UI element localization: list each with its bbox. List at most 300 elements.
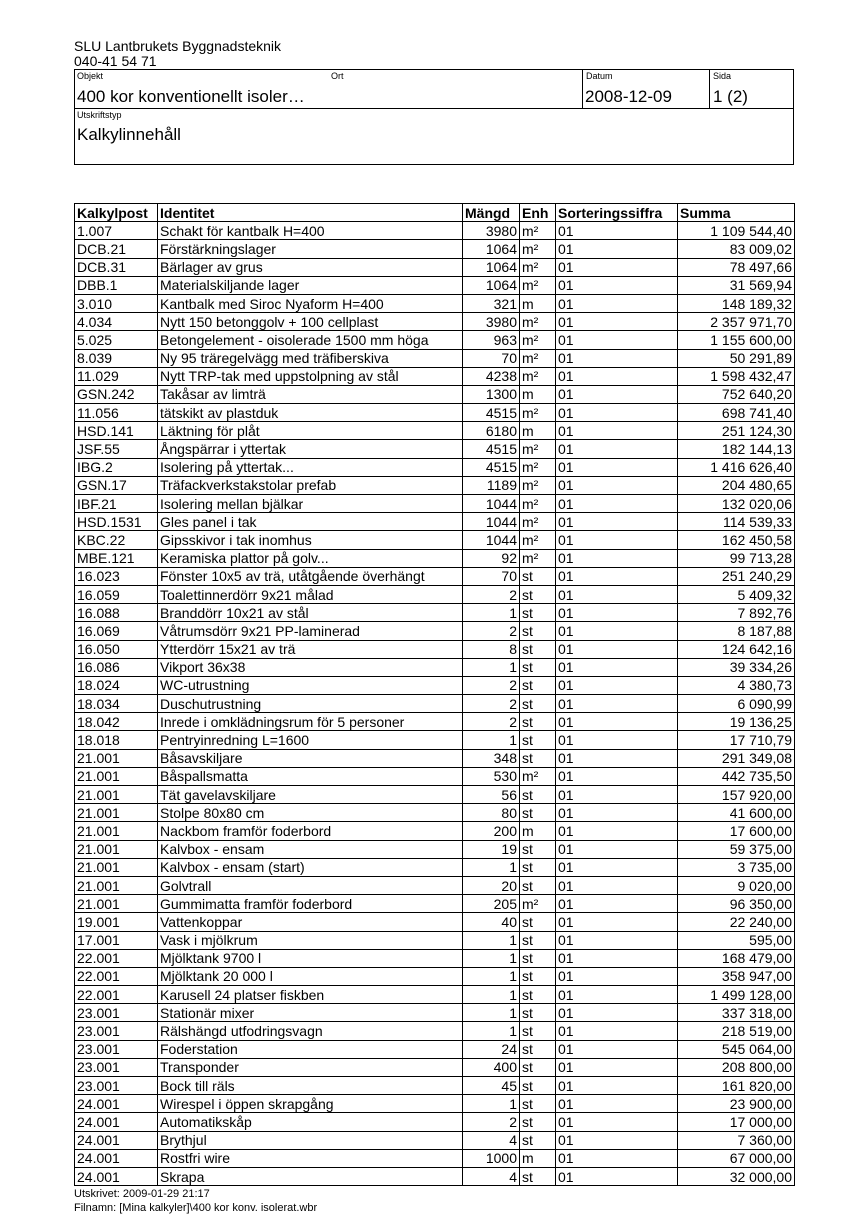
cell-mangd: 2 [463,622,520,640]
cell-mangd: 1189 [463,476,520,494]
cell-kalkylpost: 11.056 [75,404,158,422]
cell-sorteringssiffra: 01 [556,622,678,640]
cell-enh: st [520,622,556,640]
cell-enh: st [520,1131,556,1149]
column-header-kalkylpost: Kalkylpost [75,204,158,222]
cell-kalkylpost: 16.069 [75,622,158,640]
cell-summa: 17 000,00 [678,1113,795,1131]
cell-mangd: 3980 [463,313,520,331]
table-row [75,1113,795,1131]
cell-mangd: 2 [463,1113,520,1131]
cell-summa: 157 920,00 [678,786,795,804]
cell-identitet: Inrede i omklädningsrum för 5 personer [158,713,463,731]
utskriftstyp-value: Kalkylinnehåll [77,125,181,144]
cell-summa: 99 713,28 [678,549,795,567]
cell-summa: 204 480,65 [678,476,795,494]
cell-mangd: 1 [463,967,520,985]
cell-kalkylpost: 24.001 [75,1113,158,1131]
cell-summa: 17 710,79 [678,731,795,749]
cell-summa: 50 291,89 [678,349,795,367]
cell-summa: 7 360,00 [678,1131,795,1149]
objekt-value: 400 kor konventionellt isoler… [77,87,305,106]
table-row [75,513,795,531]
cell-kalkylpost: 22.001 [75,967,158,985]
cell-sorteringssiffra: 01 [556,967,678,985]
cell-kalkylpost: 18.042 [75,713,158,731]
cell-mangd: 56 [463,786,520,804]
cell-identitet: Kalvbox - ensam [158,840,463,858]
table-row [75,822,795,840]
cell-mangd: 1 [463,986,520,1004]
cell-identitet: Ångspärrar i yttertak [158,440,463,458]
table-row [75,331,795,349]
table-row [75,404,795,422]
cell-summa: 698 741,40 [678,404,795,422]
cell-enh: st [520,1113,556,1131]
cell-sorteringssiffra: 01 [556,1040,678,1058]
header-row-utskriftstyp [75,109,793,164]
cell-kalkylpost: 21.001 [75,840,158,858]
cell-sorteringssiffra: 01 [556,367,678,385]
cell-mangd: 1 [463,1095,520,1113]
cell-sorteringssiffra: 01 [556,313,678,331]
cell-identitet: Förstärkningslager [158,240,463,258]
cell-mangd: 1064 [463,240,520,258]
document-header-box [74,69,794,165]
cell-kalkylpost: JSF.55 [75,440,158,458]
cell-enh: st [520,840,556,858]
cell-mangd: 400 [463,1058,520,1076]
cell-mangd: 1 [463,1022,520,1040]
cell-summa: 4 380,73 [678,676,795,694]
cell-identitet: Fönster 10x5 av trä, utåtgående överhängt [158,567,463,585]
cell-kalkylpost: IBG.2 [75,458,158,476]
cell-sorteringssiffra: 01 [556,585,678,603]
cell-enh: m² [520,895,556,913]
cell-summa: 67 000,00 [678,1149,795,1167]
cell-mangd: 4515 [463,440,520,458]
cell-sorteringssiffra: 01 [556,276,678,294]
cell-sorteringssiffra: 01 [556,876,678,894]
cell-summa: 23 900,00 [678,1095,795,1113]
cell-enh: st [520,931,556,949]
footer [74,1187,317,1215]
cell-summa: 9 020,00 [678,876,795,894]
cell-identitet: Bock till räls [158,1077,463,1095]
cell-mangd: 19 [463,840,520,858]
cell-summa: 114 539,33 [678,513,795,531]
table-row [75,1095,795,1113]
cell-summa: 17 600,00 [678,822,795,840]
table-row [75,1022,795,1040]
cell-mangd: 1 [463,858,520,876]
cell-identitet: Toalettinnerdörr 9x21 målad [158,585,463,603]
cell-enh: st [520,913,556,931]
table-row [75,986,795,1004]
cell-identitet: Kalvbox - ensam (start) [158,858,463,876]
table-row [75,1167,795,1185]
cell-summa: 595,00 [678,931,795,949]
cell-summa: 218 519,00 [678,1022,795,1040]
cell-sorteringssiffra: 01 [556,695,678,713]
cell-kalkylpost: 5.025 [75,331,158,349]
cell-mangd: 92 [463,549,520,567]
cell-kalkylpost: 11.029 [75,367,158,385]
cell-summa: 96 350,00 [678,895,795,913]
cell-enh: st [520,1040,556,1058]
cell-summa: 1 598 432,47 [678,367,795,385]
organization-phone: 040-41 54 71 [74,53,157,69]
table-row [75,895,795,913]
table-row [75,1004,795,1022]
cell-summa: 6 090,99 [678,695,795,713]
cell-enh: st [520,695,556,713]
cell-kalkylpost: DCB.31 [75,258,158,276]
cell-enh: st [520,604,556,622]
cell-enh: st [520,658,556,676]
cell-enh: st [520,986,556,1004]
cell-sorteringssiffra: 01 [556,1167,678,1185]
cell-enh: m [520,822,556,840]
cell-enh: m [520,294,556,312]
cell-mangd: 70 [463,349,520,367]
cell-kalkylpost: 1.007 [75,222,158,240]
cell-kalkylpost: KBC.22 [75,531,158,549]
cell-kalkylpost: IBF.21 [75,495,158,513]
cell-identitet: Båspallsmatta [158,767,463,785]
cell-kalkylpost: 17.001 [75,931,158,949]
cell-enh: m² [520,495,556,513]
cell-mangd: 963 [463,331,520,349]
cell-enh: m² [520,276,556,294]
cell-sorteringssiffra: 01 [556,1058,678,1076]
cell-enh: st [520,1167,556,1185]
table-row [75,585,795,603]
cell-identitet: Vask i mjölkrum [158,931,463,949]
header-divider [582,70,583,108]
cell-summa: 8 187,88 [678,622,795,640]
cell-enh: st [520,676,556,694]
cell-mangd: 4 [463,1167,520,1185]
cell-identitet: Båsavskiljare [158,749,463,767]
cell-sorteringssiffra: 01 [556,549,678,567]
cell-kalkylpost: 21.001 [75,876,158,894]
cell-sorteringssiffra: 01 [556,404,678,422]
cell-mangd: 2 [463,585,520,603]
cell-sorteringssiffra: 01 [556,931,678,949]
cell-sorteringssiffra: 01 [556,476,678,494]
cell-enh: m² [520,367,556,385]
table-row [75,258,795,276]
cell-mangd: 4515 [463,458,520,476]
cell-kalkylpost: 16.088 [75,604,158,622]
cell-sorteringssiffra: 01 [556,258,678,276]
cell-mangd: 1044 [463,513,520,531]
cell-mangd: 70 [463,567,520,585]
cell-identitet: Wirespel i öppen skrapgång [158,1095,463,1113]
cell-sorteringssiffra: 01 [556,240,678,258]
cell-sorteringssiffra: 01 [556,1095,678,1113]
table-row [75,276,795,294]
cell-identitet: Duschutrustning [158,695,463,713]
cell-identitet: Träfackverkstakstolar prefab [158,476,463,494]
cell-summa: 162 450,58 [678,531,795,549]
cell-sorteringssiffra: 01 [556,767,678,785]
cell-kalkylpost: 16.050 [75,640,158,658]
cell-kalkylpost: 23.001 [75,1077,158,1095]
cell-sorteringssiffra: 01 [556,986,678,1004]
cell-kalkylpost: 22.001 [75,986,158,1004]
cell-kalkylpost: DCB.21 [75,240,158,258]
cell-identitet: Läktning för plåt [158,422,463,440]
cell-identitet: Stationär mixer [158,1004,463,1022]
cell-enh: st [520,585,556,603]
cell-mangd: 1 [463,731,520,749]
cell-mangd: 2 [463,695,520,713]
datum-value: 2008-12-09 [585,87,672,106]
table-row [75,913,795,931]
cell-summa: 39 334,26 [678,658,795,676]
table-row [75,858,795,876]
cell-mangd: 20 [463,876,520,894]
cell-mangd: 4238 [463,367,520,385]
cell-identitet: Branddörr 10x21 av stål [158,604,463,622]
cell-mangd: 2 [463,676,520,694]
table-row [75,931,795,949]
cell-enh: m² [520,476,556,494]
cell-identitet: Ny 95 träregelvägg med träfiberskiva [158,349,463,367]
table-row [75,1040,795,1058]
cell-kalkylpost: 21.001 [75,749,158,767]
cell-summa: 1 416 626,40 [678,458,795,476]
cell-identitet: Transponder [158,1058,463,1076]
table-row [75,294,795,312]
cell-kalkylpost: 21.001 [75,895,158,913]
cell-summa: 442 735,50 [678,767,795,785]
cell-sorteringssiffra: 01 [556,913,678,931]
ort-label: Ort [331,71,344,81]
cell-summa: 3 735,00 [678,858,795,876]
cell-sorteringssiffra: 01 [556,1131,678,1149]
cell-mangd: 40 [463,913,520,931]
table-row [75,640,795,658]
footer-filename: Filnamn: [Mina kalkyler]\400 kor konv. isolerat.wbr [74,1202,318,1214]
cell-summa: 1 499 128,00 [678,986,795,1004]
table-row [75,749,795,767]
cell-mangd: 1 [463,1004,520,1022]
cell-enh: st [520,713,556,731]
cell-identitet: Vikport 36x38 [158,658,463,676]
table-row [75,676,795,694]
cell-sorteringssiffra: 01 [556,1113,678,1131]
cell-kalkylpost: 22.001 [75,949,158,967]
cell-kalkylpost: 19.001 [75,913,158,931]
cell-identitet: Rälshängd utfodringsvagn [158,1022,463,1040]
table-row [75,549,795,567]
cell-mangd: 1 [463,604,520,622]
footer-printed: Utskrivet: 2009-01-29 21:17 [74,1188,210,1200]
cell-mangd: 530 [463,767,520,785]
cell-summa: 41 600,00 [678,804,795,822]
cell-sorteringssiffra: 01 [556,1077,678,1095]
cell-identitet: Betongelement - oisolerade 1500 mm höga [158,331,463,349]
cell-enh: st [520,786,556,804]
cell-identitet: Skrapa [158,1167,463,1185]
cell-sorteringssiffra: 01 [556,749,678,767]
cell-kalkylpost: 18.034 [75,695,158,713]
cell-identitet: tätskikt av plastduk [158,404,463,422]
cell-identitet: Tät gavelavskiljare [158,786,463,804]
table-row [75,531,795,549]
cell-enh: m² [520,222,556,240]
cell-sorteringssiffra: 01 [556,822,678,840]
cell-sorteringssiffra: 01 [556,949,678,967]
cell-sorteringssiffra: 01 [556,840,678,858]
cell-kalkylpost: 23.001 [75,1058,158,1076]
table-row [75,949,795,967]
cell-enh: st [520,1058,556,1076]
table-row [75,567,795,585]
cell-mangd: 1 [463,949,520,967]
column-header-enh: Enh [520,204,556,222]
table-row [75,622,795,640]
sida-label: Sida [713,71,732,81]
cell-summa: 1 155 600,00 [678,331,795,349]
cell-enh: m² [520,349,556,367]
cell-sorteringssiffra: 01 [556,1022,678,1040]
cell-mangd: 348 [463,749,520,767]
table-row [75,731,795,749]
cell-identitet: Nackbom framför foderbord [158,822,463,840]
cell-summa: 7 892,76 [678,604,795,622]
table-body [75,222,795,1186]
cell-identitet: Golvtrall [158,876,463,894]
cell-identitet: Mjölktank 9700 l [158,949,463,967]
cell-identitet: Isolering på yttertak... [158,458,463,476]
table-row [75,1077,795,1095]
cell-kalkylpost: 18.018 [75,731,158,749]
cell-summa: 59 375,00 [678,840,795,858]
cell-kalkylpost: 18.024 [75,676,158,694]
cell-mangd: 4515 [463,404,520,422]
cell-enh: st [520,804,556,822]
cell-mangd: 6180 [463,422,520,440]
cell-identitet: Takåsar av limträ [158,385,463,403]
cell-summa: 752 640,20 [678,385,795,403]
header-divider [709,70,710,108]
cell-sorteringssiffra: 01 [556,676,678,694]
organization-block [74,39,281,69]
table-row [75,876,795,894]
cell-summa: 545 064,00 [678,1040,795,1058]
cell-identitet: Nytt 150 betonggolv + 100 cellplast [158,313,463,331]
header-row-objekt [75,70,793,109]
table-row [75,222,795,240]
cell-sorteringssiffra: 01 [556,440,678,458]
cell-enh: m [520,422,556,440]
cell-mangd: 1064 [463,258,520,276]
cell-summa: 124 642,16 [678,640,795,658]
cell-identitet: Mjölktank 20 000 l [158,967,463,985]
cell-sorteringssiffra: 01 [556,531,678,549]
cell-kalkylpost: 4.034 [75,313,158,331]
cell-enh: st [520,1077,556,1095]
cell-identitet: Materialskiljande lager [158,276,463,294]
cell-mangd: 1300 [463,385,520,403]
cell-identitet: Automatikskåp [158,1113,463,1131]
cell-summa: 83 009,02 [678,240,795,258]
table-row [75,458,795,476]
cell-identitet: Isolering mellan bjälkar [158,495,463,513]
cell-mangd: 1044 [463,531,520,549]
cell-mangd: 321 [463,294,520,312]
datum-label: Datum [586,71,613,81]
cell-enh: m² [520,404,556,422]
table-row [75,804,795,822]
cell-kalkylpost: 16.023 [75,567,158,585]
column-header-sorteringssiffra: Sorteringssiffra [556,204,678,222]
column-header-summa: Summa [678,204,795,222]
table-row [75,786,795,804]
cell-summa: 208 800,00 [678,1058,795,1076]
cell-identitet: Gipsskivor i tak inomhus [158,531,463,549]
cell-mangd: 205 [463,895,520,913]
cell-sorteringssiffra: 01 [556,513,678,531]
cell-identitet: Bärlager av grus [158,258,463,276]
cell-enh: st [520,949,556,967]
cell-identitet: Kantbalk med Siroc Nyaform H=400 [158,294,463,312]
table-row [75,313,795,331]
cell-sorteringssiffra: 01 [556,658,678,676]
objekt-label: Objekt [77,71,104,81]
cell-summa: 2 357 971,70 [678,313,795,331]
column-header-mangd: Mängd [463,204,520,222]
cell-enh: st [520,749,556,767]
cell-kalkylpost: HSD.141 [75,422,158,440]
cell-sorteringssiffra: 01 [556,640,678,658]
table-row [75,713,795,731]
cell-mangd: 1044 [463,495,520,513]
cell-summa: 22 240,00 [678,913,795,931]
cell-mangd: 1 [463,658,520,676]
cell-enh: st [520,1095,556,1113]
cell-sorteringssiffra: 01 [556,567,678,585]
table-row [75,476,795,494]
cell-identitet: Rostfri wire [158,1149,463,1167]
table-row [75,367,795,385]
cell-identitet: Schakt för kantbalk H=400 [158,222,463,240]
table-row [75,1131,795,1149]
cell-mangd: 1064 [463,276,520,294]
table-row [75,495,795,513]
cell-sorteringssiffra: 01 [556,458,678,476]
cell-mangd: 4 [463,1131,520,1149]
calculation-table [74,203,795,1186]
cell-enh: m² [520,440,556,458]
cell-summa: 182 144,13 [678,440,795,458]
table-row [75,604,795,622]
cell-kalkylpost: 23.001 [75,1040,158,1058]
cell-identitet: Pentryinredning L=1600 [158,731,463,749]
cell-sorteringssiffra: 01 [556,422,678,440]
cell-summa: 32 000,00 [678,1167,795,1185]
table-row [75,240,795,258]
cell-kalkylpost: 24.001 [75,1095,158,1113]
cell-summa: 5 409,32 [678,585,795,603]
table-row [75,695,795,713]
cell-summa: 337 318,00 [678,1004,795,1022]
cell-identitet: Nytt TRP-tak med uppstolpning av stål [158,367,463,385]
